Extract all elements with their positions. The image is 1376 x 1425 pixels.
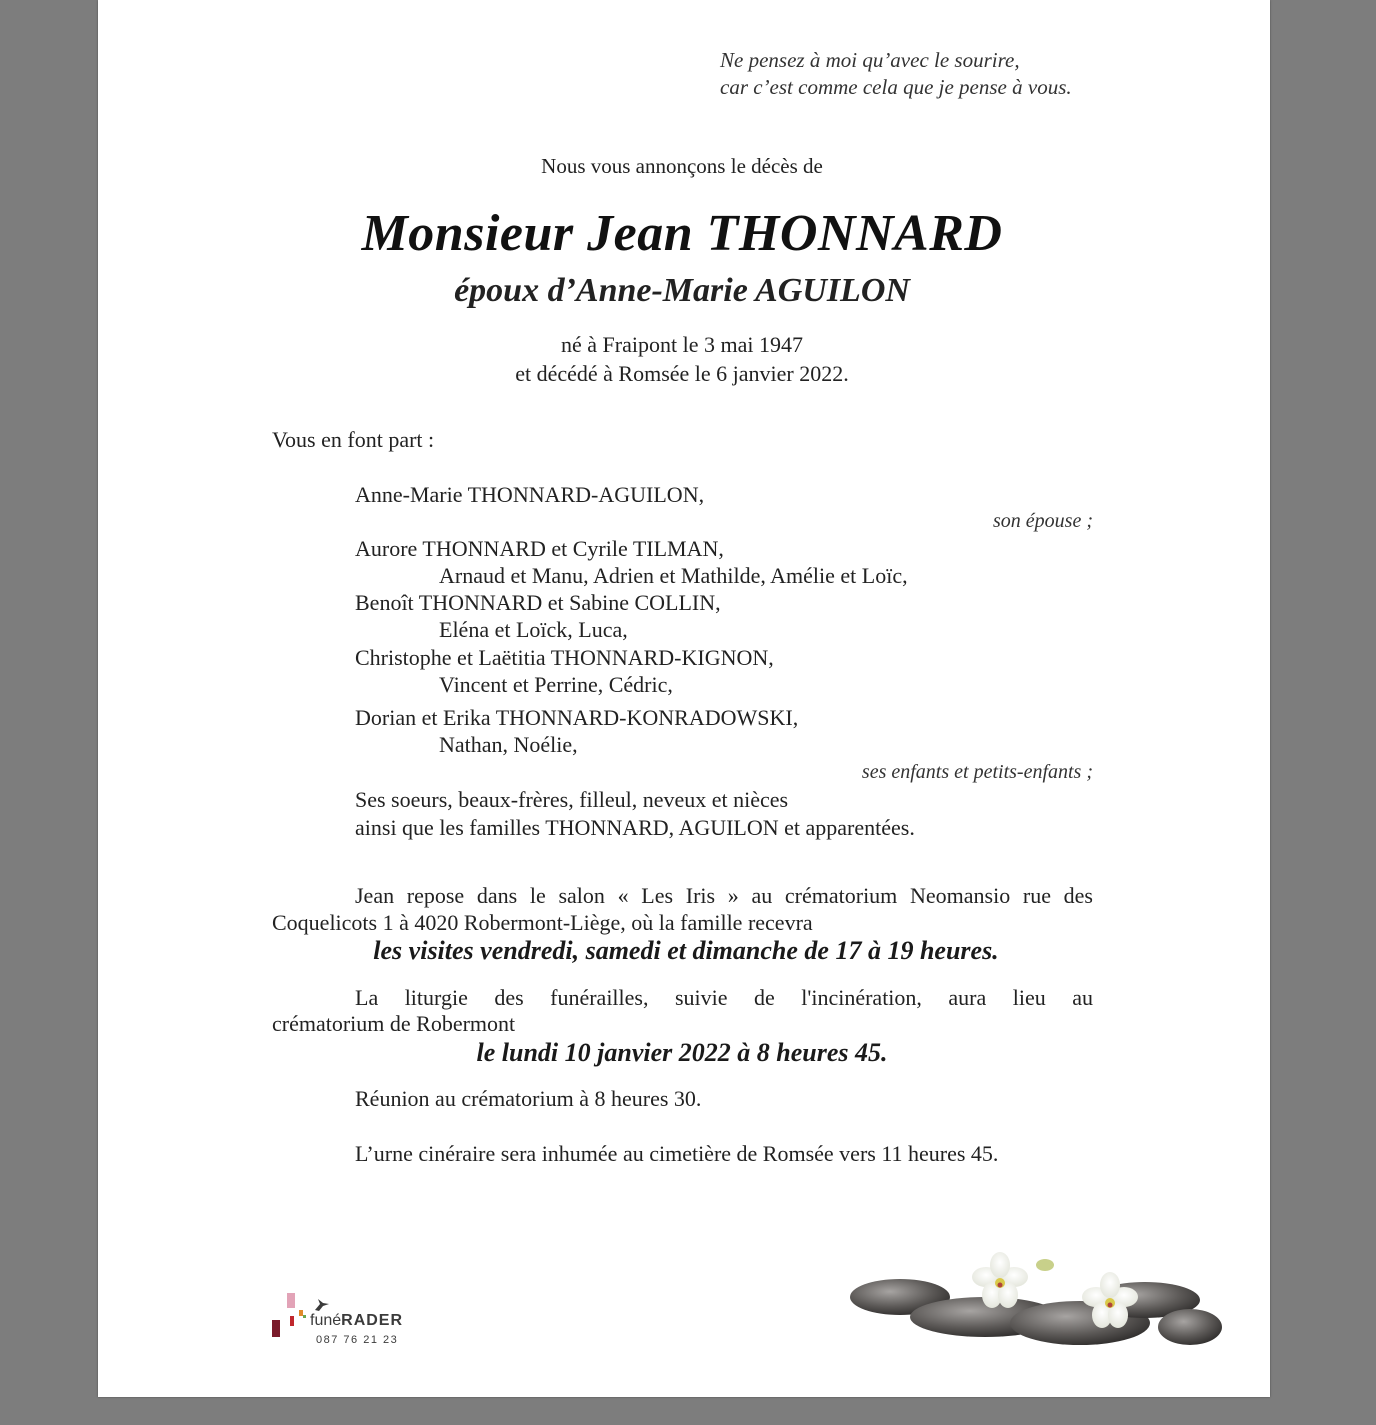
visitation-line-1: Jean repose dans le salon « Les Iris » au crématorium Neomansio rue des [355, 883, 1093, 908]
ceremony-line-2: crématorium de Robermont [272, 1011, 516, 1036]
birth-line: né à Fraipont le 3 mai 1947 [561, 332, 803, 357]
ceremony-line-1: La liturgie des funérailles, suivie de l'incinération, aura lieu au [355, 985, 1093, 1010]
family-child-1: Aurore THONNARD et Cyrile TILMAN, [355, 536, 724, 561]
family-grandchildren-1: Arnaud et Manu, Adrien et Mathilde, Amélie et Loïc, [439, 563, 908, 588]
logo-phone: 087 76 21 23 [316, 1334, 399, 1346]
logo-square-pink [287, 1293, 295, 1308]
visitation-line-2: Coquelicots 1 à 4020 Robermont-Liège, où la famille recevra [272, 910, 813, 935]
bird-icon [314, 1298, 330, 1312]
urn-text: L’urne cinéraire sera inhumée au cimetière de Romsée vers 11 heures 45. [355, 1141, 999, 1166]
family-spouse: Anne-Marie THONNARD-AGUILON, [355, 482, 705, 507]
family-child-3: Christophe et Laëtitia THONNARD-KIGNON, [355, 645, 774, 670]
family-others-1: Ses soeurs, beaux-frères, filleul, neveux et nièces [355, 787, 789, 812]
family-child-2: Benoît THONNARD et Sabine COLLIN, [355, 590, 721, 615]
ceremony-date: le lundi 10 janvier 2022 à 8 heures 45. [476, 1038, 888, 1067]
announcement-text: Nous vous annonçons le décès de [541, 154, 823, 178]
funeral-home-logo [270, 1290, 410, 1360]
visitation-times: les visites vendredi, samedi et dimanche de 17 à 19 heures. [373, 936, 999, 965]
family-grandchildren-3: Vincent et Perrine, Cédric, [439, 672, 673, 697]
deceased-name: Monsieur Jean THONNARD [361, 205, 1003, 262]
family-grandchildren-2: Eléna et Loïck, Luca, [439, 617, 628, 642]
family-child-4: Dorian et Erika THONNARD-KONRADOWSKI, [355, 705, 799, 730]
logo-square-red [290, 1316, 294, 1326]
logo-brand: funéRADER [310, 1312, 404, 1329]
life-dates [0, 330, 1364, 388]
spouse-line: époux d’Anne-Marie AGUILON [454, 272, 910, 309]
epigraph-line-2: car c’est comme cela que je pense à vous. [720, 75, 1072, 99]
logo-square-darkred [272, 1320, 280, 1337]
spouse-role: son épouse ; [993, 510, 1093, 532]
children-role: ses enfants et petits-enfants ; [861, 761, 1093, 783]
stones-orchids-image [845, 1245, 1230, 1360]
family-grandchildren-4: Nathan, Noélie, [439, 732, 578, 757]
logo-square-green [303, 1315, 306, 1318]
epigraph [720, 47, 1072, 101]
death-line: et décédé à Romsée le 6 janvier 2022. [515, 361, 849, 386]
intro-text: Vous en font part : [272, 427, 435, 452]
epigraph-line-1: Ne pensez à moi qu’avec le sourire, [720, 48, 1020, 72]
family-others-2: ainsi que les familles THONNARD, AGUILON et apparentées. [355, 815, 915, 840]
meeting-text: Réunion au crématorium à 8 heures 30. [355, 1086, 702, 1111]
